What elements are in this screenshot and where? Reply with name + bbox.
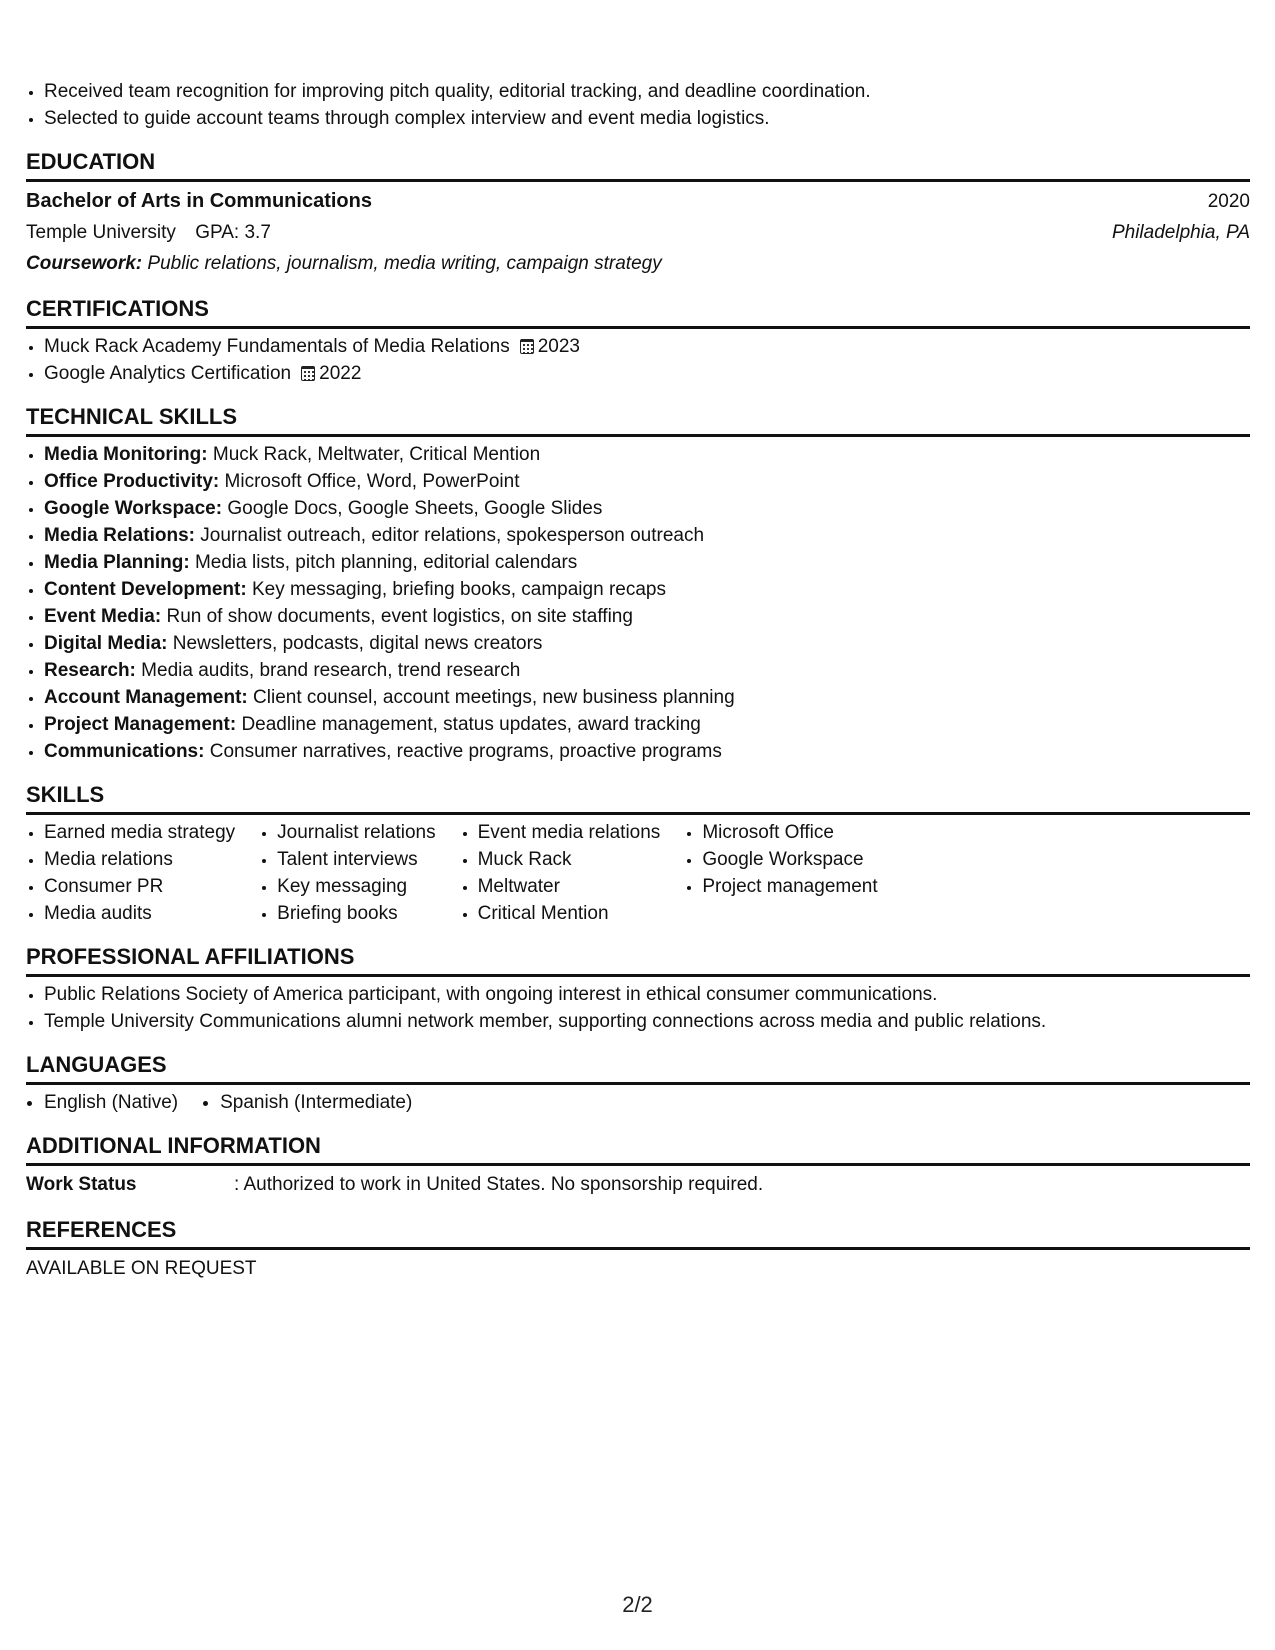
list-item (44, 468, 1250, 495)
certification-name: Google Analytics Certification (44, 363, 292, 384)
skill-value: Client counsel, account meetings, new business planning (253, 687, 735, 708)
list-item: • Earned media strategy (44, 819, 235, 846)
skill-value: Consumer narratives, reactive programs, proactive programs (209, 741, 722, 762)
degree-row (26, 186, 1250, 217)
school-location: Philadelphia, PA (1111, 222, 1250, 243)
coursework-label: Coursework: (26, 253, 143, 274)
coursework-row (26, 248, 1250, 279)
language-column (26, 1089, 178, 1116)
list-item (44, 738, 1250, 765)
school-name: Temple University (26, 222, 176, 243)
list-item: • Muck Rack (478, 846, 661, 873)
work-status-label: Work Status (26, 1174, 137, 1195)
section-title: SKILLS (26, 781, 1250, 815)
list-item: • Google Workspace (702, 846, 877, 873)
skills-section (26, 781, 1250, 927)
skill-value: Deadline management, status updates, award tracking (241, 714, 701, 735)
school-row (26, 217, 1250, 248)
list-item: • Microsoft Office (702, 819, 877, 846)
list-item: • Key messaging (277, 873, 435, 900)
list-item (44, 360, 1250, 387)
technical-skills-section (26, 403, 1250, 765)
skills-column (684, 819, 877, 927)
skill-value: Key messaging, briefing books, campaign recaps (251, 579, 666, 600)
skill-value: Newsletters, podcasts, digital news creators (172, 633, 543, 654)
list-item (44, 495, 1250, 522)
list-item: • Journalist relations (277, 819, 435, 846)
list-item (44, 630, 1250, 657)
list-item: • Public Relations Society of America participant, with ongoing interest in ethical consumer communications. (44, 981, 1250, 1008)
skill-value: Run of show documents, event logistics, on site staffing (166, 606, 633, 627)
skills-column (26, 819, 235, 927)
references-text: AVAILABLE ON REQUEST (26, 1258, 257, 1279)
list-item (44, 441, 1250, 468)
certification-name: Muck Rack Academy Fundamentals of Media Relations (44, 336, 510, 357)
list-item: • Project management (702, 873, 877, 900)
section-title: LANGUAGES (26, 1051, 1250, 1085)
skill-value: Journalist outreach, editor relations, spokesperson outreach (200, 525, 705, 546)
list-item (44, 333, 1250, 360)
section-title: PROFESSIONAL AFFILIATIONS (26, 943, 1250, 977)
affiliations-section (26, 943, 1250, 1035)
skill-label: Google Workspace: (44, 498, 223, 519)
skill-label: Media Monitoring: (44, 444, 208, 465)
calendar-icon (520, 339, 534, 354)
skill-label: Content Development: (44, 579, 247, 600)
list-item: • Meltwater (478, 873, 661, 900)
certifications-list (26, 333, 1250, 387)
skills-grid (26, 819, 1250, 927)
list-item: • Talent interviews (277, 846, 435, 873)
language-column (202, 1089, 412, 1116)
resume-page (26, 78, 1250, 1284)
list-item: • Media audits (44, 900, 235, 927)
skill-label: Office Productivity: (44, 471, 220, 492)
list-item (44, 684, 1250, 711)
technical-skills-list (26, 441, 1250, 765)
section-title: ADDITIONAL INFORMATION (26, 1132, 1250, 1166)
list-item: • Critical Mention (478, 900, 661, 927)
list-item: • Briefing books (277, 900, 435, 927)
certification-year: 2022 (319, 363, 362, 384)
graduation-year: 2020 (1207, 191, 1250, 212)
gpa: GPA: 3.7 (195, 222, 271, 243)
page-number: 2/2 (622, 1592, 653, 1617)
section-title: EDUCATION (26, 148, 1250, 182)
certifications-section (26, 295, 1250, 387)
skill-label: Event Media: (44, 606, 162, 627)
skill-label: Research: (44, 660, 136, 681)
affiliations-list (26, 981, 1250, 1035)
skill-label: Media Planning: (44, 552, 190, 573)
skill-label: Account Management: (44, 687, 248, 708)
skill-label: Communications: (44, 741, 205, 762)
list-item (44, 549, 1250, 576)
skill-value: Muck Rack, Meltwater, Critical Mention (212, 444, 541, 465)
list-item: • Event media relations (478, 819, 661, 846)
skill-value: Media lists, pitch planning, editorial calendars (194, 552, 578, 573)
list-item: • Temple University Communications alumni network member, supporting connections across media and public relations. (44, 1008, 1250, 1035)
list-item: • English (Native) (44, 1089, 178, 1116)
intro-bullets (26, 78, 1250, 132)
languages-list (26, 1089, 1250, 1116)
skills-column (259, 819, 435, 927)
certification-year: 2023 (537, 336, 580, 357)
section-title: CERTIFICATIONS (26, 295, 1250, 329)
list-item: • Consumer PR (44, 873, 235, 900)
section-title: REFERENCES (26, 1216, 1250, 1250)
skill-label: Digital Media: (44, 633, 168, 654)
list-item (44, 522, 1250, 549)
list-item (44, 576, 1250, 603)
languages-section (26, 1051, 1250, 1116)
list-item (44, 603, 1250, 630)
list-item: • Received team recognition for improving pitch quality, editorial tracking, and deadline coordination. (44, 78, 1250, 105)
skills-column (460, 819, 661, 927)
list-item: • Selected to guide account teams through complex interview and event media logistics. (44, 105, 1250, 132)
skill-value: Media audits, brand research, trend research (141, 660, 521, 681)
list-item (44, 711, 1250, 738)
skill-value: Microsoft Office, Word, PowerPoint (224, 471, 520, 492)
calendar-icon (301, 366, 315, 381)
section-title: TECHNICAL SKILLS (26, 403, 1250, 437)
list-item (44, 657, 1250, 684)
list-item: • Spanish (Intermediate) (220, 1089, 412, 1116)
list-item: • Media relations (44, 846, 235, 873)
additional-info-section (26, 1132, 1250, 1200)
references-section (26, 1216, 1250, 1284)
skill-label: Media Relations: (44, 525, 195, 546)
education-section (26, 148, 1250, 279)
skill-label: Project Management: (44, 714, 237, 735)
skill-value: Google Docs, Google Sheets, Google Slides (227, 498, 603, 519)
work-status-row (26, 1170, 1250, 1200)
coursework-text: Public relations, journalism, media writing, campaign strategy (147, 253, 662, 274)
degree-name: Bachelor of Arts in Communications (26, 190, 372, 212)
work-status-value: : Authorized to work in United States. No sponsorship required. (234, 1174, 764, 1195)
